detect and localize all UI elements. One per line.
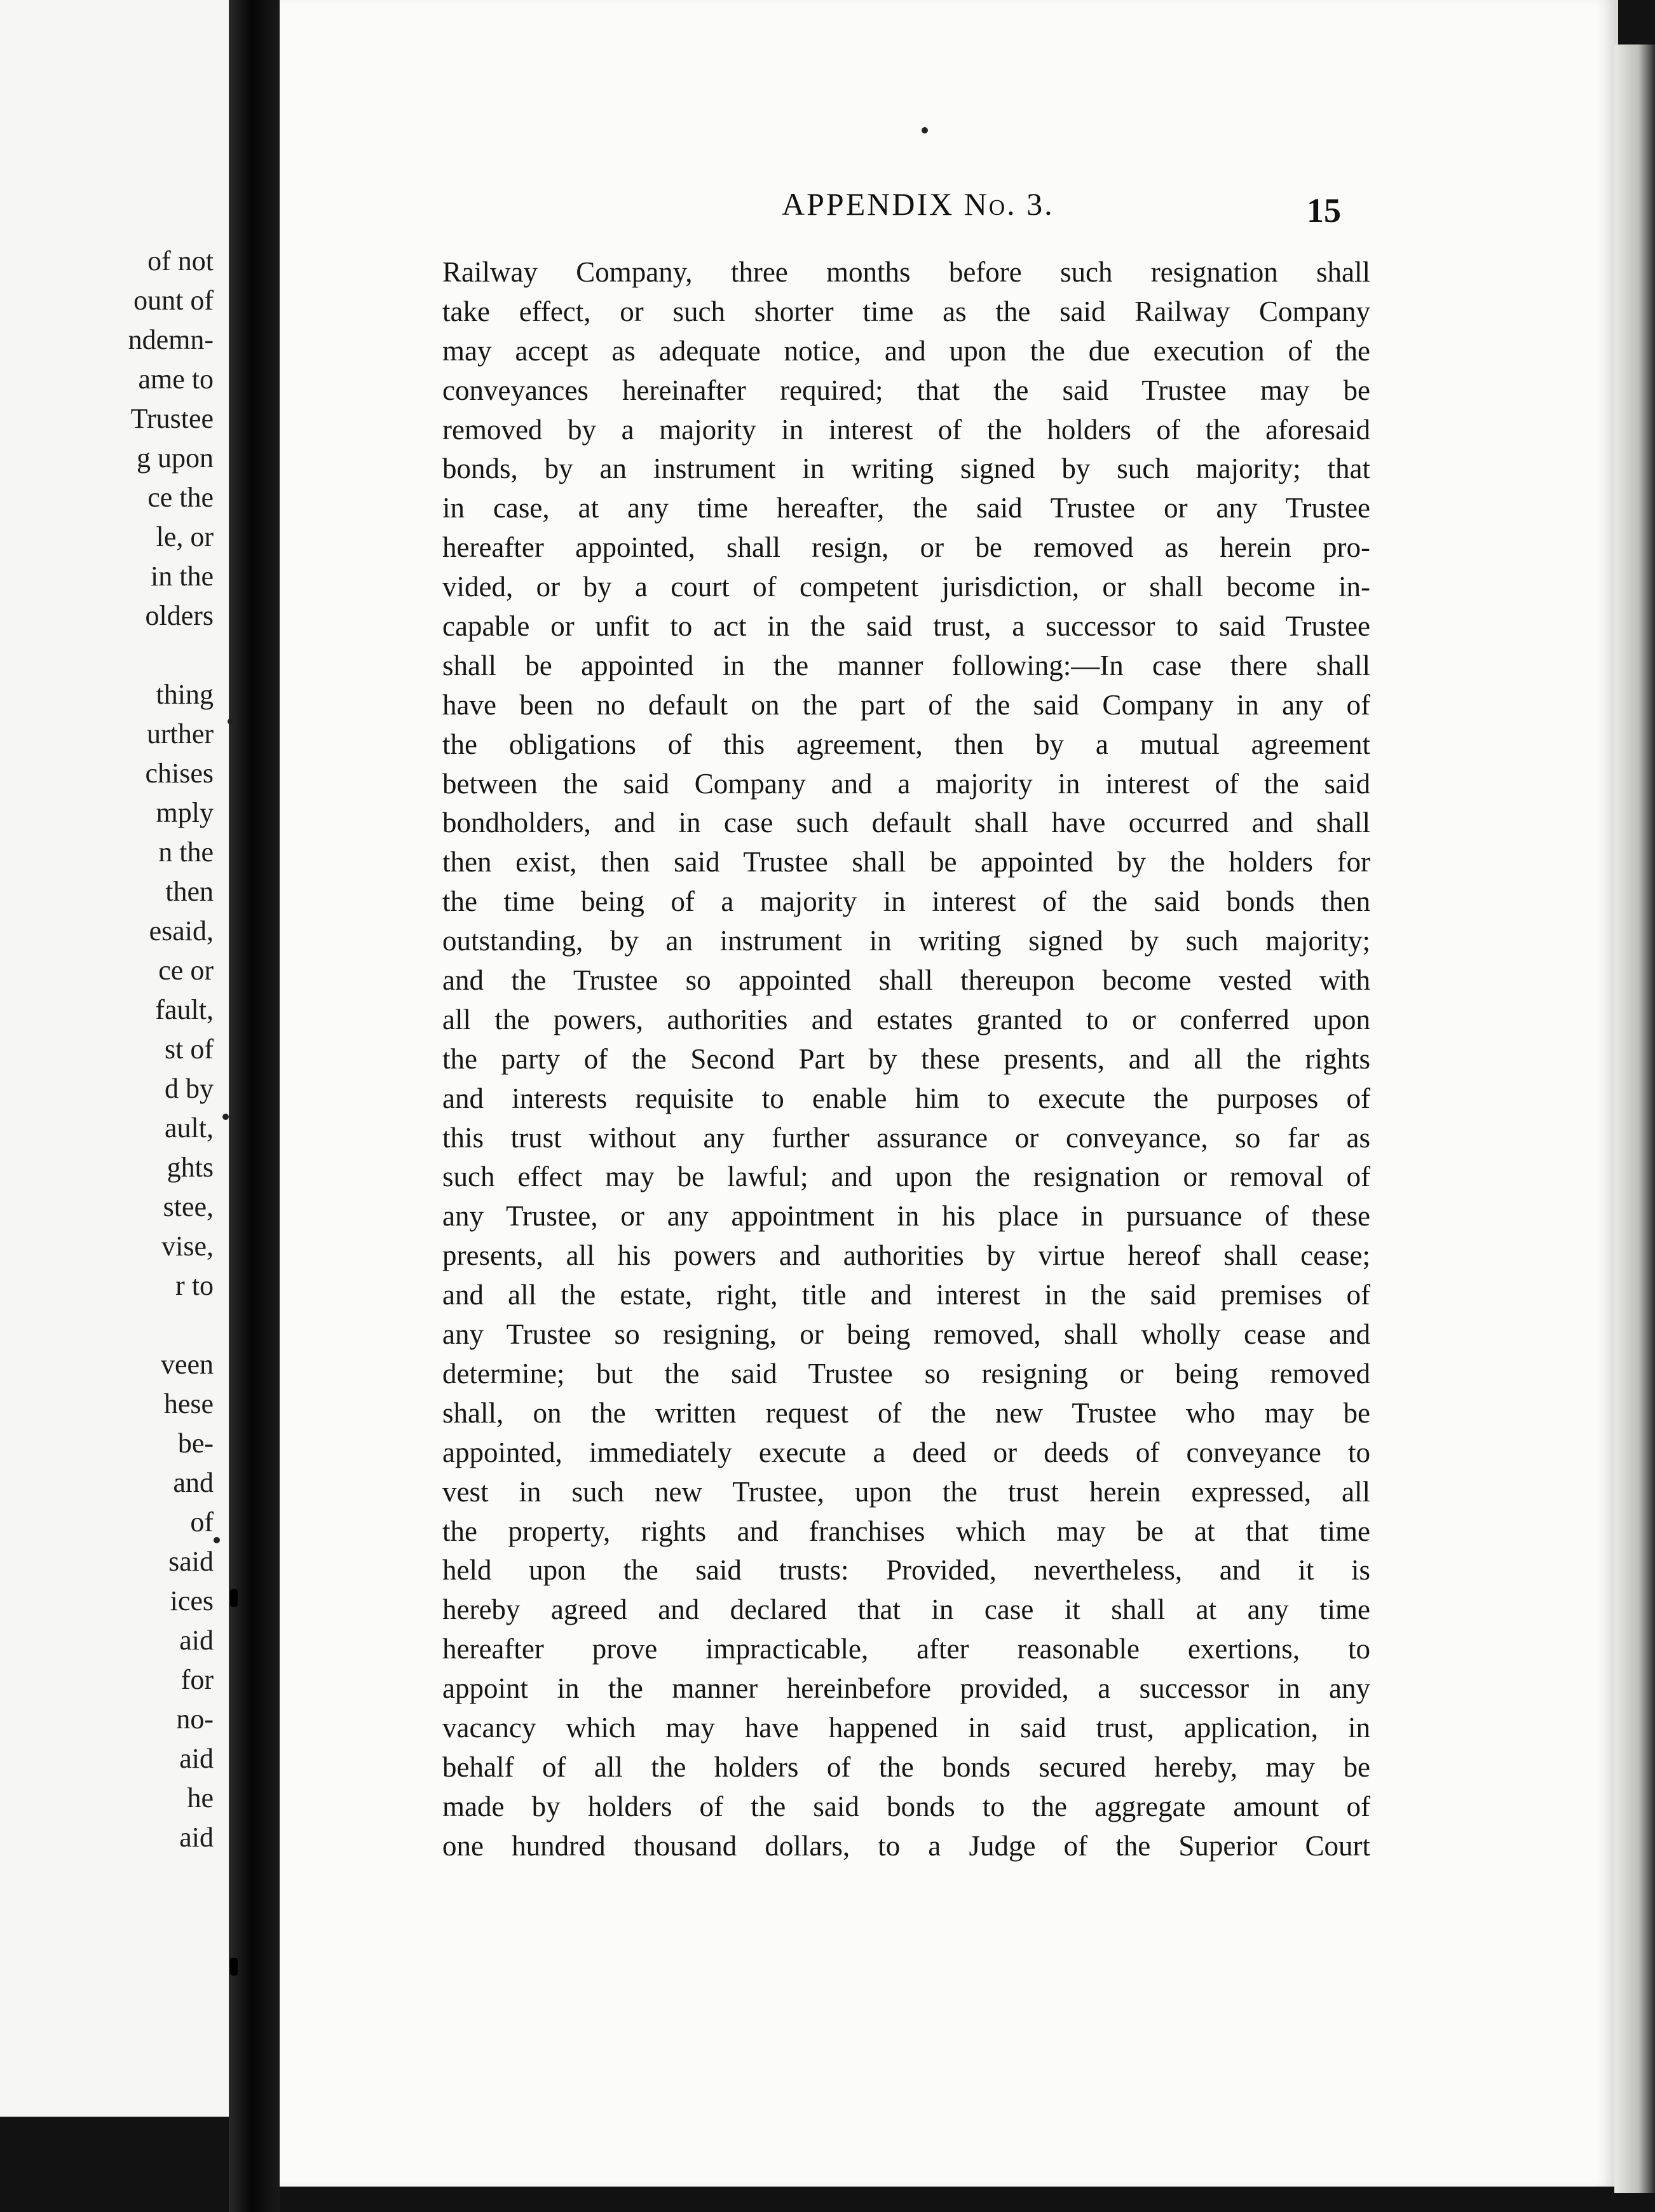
text-line: vided, or by a court of competent jurisdiction, or shall become in-: [442, 571, 1370, 603]
book-page: [280, 0, 1618, 2187]
text-line: such effect may be lawful; and upon the resignation or removal of: [442, 1161, 1370, 1193]
text-line: appointed, immediately execute a deed or deeds of conveyance to: [442, 1436, 1370, 1468]
running-title: APPENDIX No. 3.: [782, 186, 1054, 222]
left-line: of not: [147, 245, 214, 276]
left-line: no-: [176, 1703, 214, 1735]
left-line: ce the: [147, 482, 214, 513]
text-line: the party of the Second Part by these presents, and all the rights: [442, 1042, 1370, 1075]
stray-speck: [228, 718, 234, 725]
left-line: aid: [179, 1743, 214, 1774]
left-line: chises: [145, 758, 214, 789]
left-line: he: [187, 1782, 214, 1813]
left-line: g upon: [137, 442, 214, 474]
text-line: Railway Company, three months before such resignation shall: [442, 256, 1370, 288]
book-gutter: [229, 0, 280, 2212]
text-line: bondholders, and in case such default shall have occurred and shall: [442, 807, 1370, 839]
text-line: and the Trustee so appointed shall thereupon become vested with: [442, 964, 1370, 997]
text-line: have been no default on the part of the said Company in any of: [442, 688, 1370, 721]
page-body-text: [442, 253, 1370, 1866]
page-fore-edge: [1614, 44, 1655, 2193]
running-head: [280, 186, 1614, 230]
left-line: olders: [145, 600, 214, 631]
left-line: ce or: [158, 955, 214, 986]
left-line: ices: [170, 1585, 214, 1616]
text-line: any Trustee so resigning, or being removed, shall wholly cease and: [442, 1318, 1370, 1351]
left-line: ndemn-: [128, 324, 214, 355]
left-line: ame to: [138, 364, 214, 395]
text-line: in case, at any time hereafter, the said Trustee or any Trustee: [442, 492, 1370, 524]
left-line: n the: [158, 836, 214, 868]
left-line: aid: [179, 1822, 214, 1853]
text-line: presents, all his powers and authorities by virtue hereof shall cease;: [442, 1239, 1370, 1272]
text-line: all the powers, authorities and estates granted to or conferred upon: [442, 1003, 1370, 1035]
left-line: be-: [177, 1428, 214, 1459]
text-line: shall, on the written request of the new Trustee who may be: [442, 1396, 1370, 1429]
text-line: then exist, then said Trustee shall be appointed by the holders for: [442, 846, 1370, 878]
left-line: ault,: [165, 1112, 214, 1144]
left-line: le, or: [156, 521, 214, 552]
left-line: in the: [151, 561, 214, 592]
text-line: and interests requisite to enable him to execute the purposes of: [442, 1082, 1370, 1114]
stray-speck: [922, 127, 928, 133]
left-line: aid: [179, 1625, 214, 1656]
text-line: hereafter appointed, shall resign, or be removed as herein pro-: [442, 531, 1370, 564]
left-page-fragment: [0, 0, 229, 2117]
left-line: mply: [156, 797, 214, 828]
text-line: take effect, or such shorter time as the said Railway Company: [442, 295, 1370, 327]
left-line: stee,: [163, 1191, 214, 1222]
text-line: determine; but the said Trustee so resigning or being removed: [442, 1357, 1370, 1389]
text-line: behalf of all the holders of the bonds secured hereby, may be: [442, 1751, 1370, 1783]
text-line: shall be appointed in the manner following:—In case there shall: [442, 649, 1370, 681]
left-line: ount of: [133, 285, 214, 316]
left-line: esaid,: [149, 915, 214, 946]
text-line: conveyances hereinafter required; that the said Trustee may be: [442, 374, 1370, 406]
text-line: appoint in the manner hereinbefore provided, a successor in any: [442, 1672, 1370, 1705]
text-line: this trust without any further assurance or conveyance, so far as: [442, 1121, 1370, 1154]
text-line: the obligations of this agreement, then by a mutual agreement: [442, 728, 1370, 760]
left-line: for: [180, 1664, 214, 1695]
left-line: hese: [163, 1388, 214, 1419]
left-line-gap: [0, 636, 214, 675]
text-line: outstanding, by an instrument in writing signed by such majority;: [442, 925, 1370, 957]
left-line: ghts: [167, 1152, 214, 1183]
text-line: between the said Company and a majority in interest of the said: [442, 767, 1370, 800]
text-line: the time being of a majority in interest of the said bonds then: [442, 885, 1370, 918]
left-line: st of: [165, 1034, 214, 1065]
left-line: veen: [160, 1349, 214, 1380]
binding-thread-mark: [230, 1958, 238, 1976]
left-line: Trustee: [130, 403, 214, 434]
left-line: and: [173, 1467, 214, 1498]
text-line: vacancy which may have happened in said trust, application, in: [442, 1711, 1370, 1744]
left-line: r to: [175, 1270, 214, 1301]
left-line: urther: [146, 718, 214, 749]
stray-speck: [222, 1114, 229, 1120]
text-line: hereafter prove impracticable, after reasonable exertions, to: [442, 1633, 1370, 1665]
text-line: removed by a majority in interest of the holders of the aforesaid: [442, 413, 1370, 446]
text-line: vest in such new Trustee, upon the trust herein expressed, all: [442, 1475, 1370, 1508]
text-line: and all the estate, right, title and interest in the said premises of: [442, 1279, 1370, 1311]
stray-speck: [214, 1537, 220, 1543]
left-line: of: [190, 1506, 214, 1538]
left-line: d by: [165, 1073, 214, 1104]
binding-thread-mark: [230, 1589, 238, 1607]
text-line: held upon the said trusts: Provided, nevertheless, and it is: [442, 1554, 1370, 1587]
text-line: any Trustee, or any appointment in his place in pursuance of these: [442, 1200, 1370, 1232]
text-line: may accept as adequate notice, and upon the due execution of the: [442, 334, 1370, 367]
text-line: hereby agreed and declared that in case it shall at any time: [442, 1594, 1370, 1626]
left-line-gap: [0, 1306, 214, 1345]
left-line: vise,: [161, 1231, 214, 1262]
left-page-lines: [0, 242, 214, 1857]
left-line: said: [168, 1546, 214, 1577]
text-line: one hundred thousand dollars, to a Judge of the Superior Court: [442, 1829, 1370, 1862]
text-line: the property, rights and franchises which may be at that time: [442, 1515, 1370, 1547]
left-line: then: [165, 876, 214, 907]
left-line: fault,: [155, 994, 214, 1025]
text-line: bonds, by an instrument in writing signed by such majority; that: [442, 453, 1370, 485]
text-line: made by holders of the said bonds to the aggregate amount of: [442, 1790, 1370, 1822]
page-number: 15: [1307, 191, 1341, 229]
text-line: capable or unfit to act in the said trust, a successor to said Trustee: [442, 610, 1370, 643]
left-line: thing: [156, 679, 214, 710]
